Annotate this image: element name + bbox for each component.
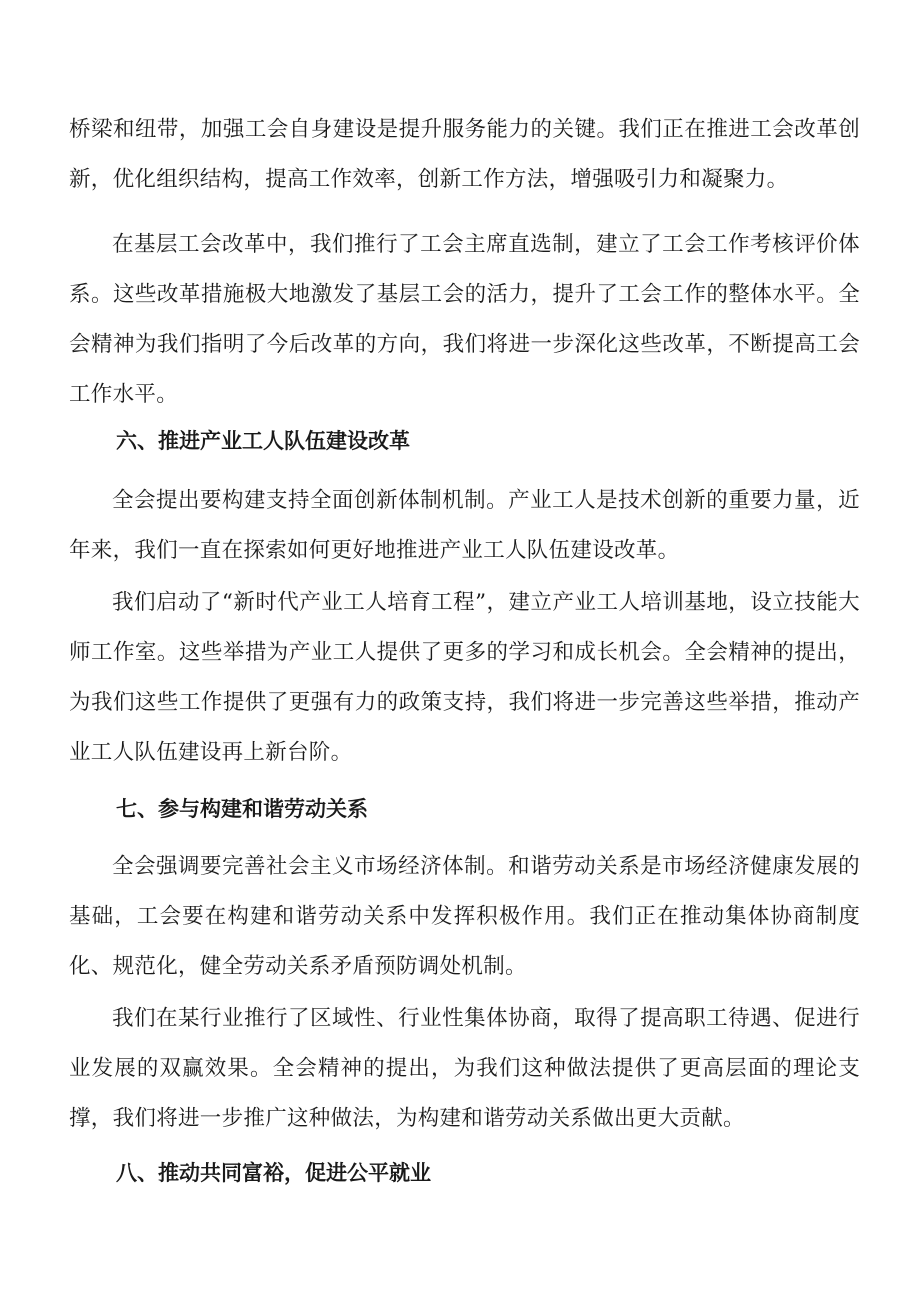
paragraph: 全会强调要完善社会主义市场经济体制。和谐劳动关系是市场经济健康发展的基础，工会要在构建和谐劳动关系中发挥积极作用。我们正在推动集体协商制度化、规范化，健全劳动关系矛盾预防调处机制。	[69, 854, 860, 979]
paragraph: 在基层工会改革中，我们推行了工会主席直选制，建立了工会工作考核评价体系。这些改革措施极大地激发了基层工会的活力，提升了工会工作的整体水平。全会精神为我们指明了今后改革的方向，我们将进一步深化这些改革，不断提高工会工作水平。	[69, 232, 860, 407]
paragraph: 我们在某行业推行了区域性、行业性集体协商，取得了提高职工待遇、促进行业发展的双赢效果。全会精神的提出，为我们这种做法提供了更高层面的理论支撑，我们将进一步推广这种做法，为构建和谐劳动关系做出更大贡献。	[69, 1006, 860, 1131]
paragraph: 我们启动了“新时代产业工人培育工程”，建立产业工人培训基地，设立技能大师工作室。这些举措为产业工人提供了更多的学习和成长机会。全会精神的提出，为我们这些工作提供了更强有力的政策支持，我们将进一步完善这些举措，推动产业工人队伍建设再上新台阶。	[69, 590, 860, 765]
section-heading: 八、推动共同富裕，促进公平就业	[116, 1161, 431, 1185]
paragraph-continued: 桥梁和纽带，加强工会自身建设是提升服务能力的关键。我们正在推进工会改革创新，优化组织结构，提高工作效率，创新工作方法，增强吸引力和凝聚力。	[69, 117, 860, 192]
section-heading: 六、推进产业工人队伍建设改革	[116, 429, 410, 453]
paragraph: 全会提出要构建支持全面创新体制机制。产业工人是技术创新的重要力量，近年来，我们一直在探索如何更好地推进产业工人队伍建设改革。	[69, 488, 860, 563]
section-heading: 七、参与构建和谐劳动关系	[116, 797, 368, 821]
